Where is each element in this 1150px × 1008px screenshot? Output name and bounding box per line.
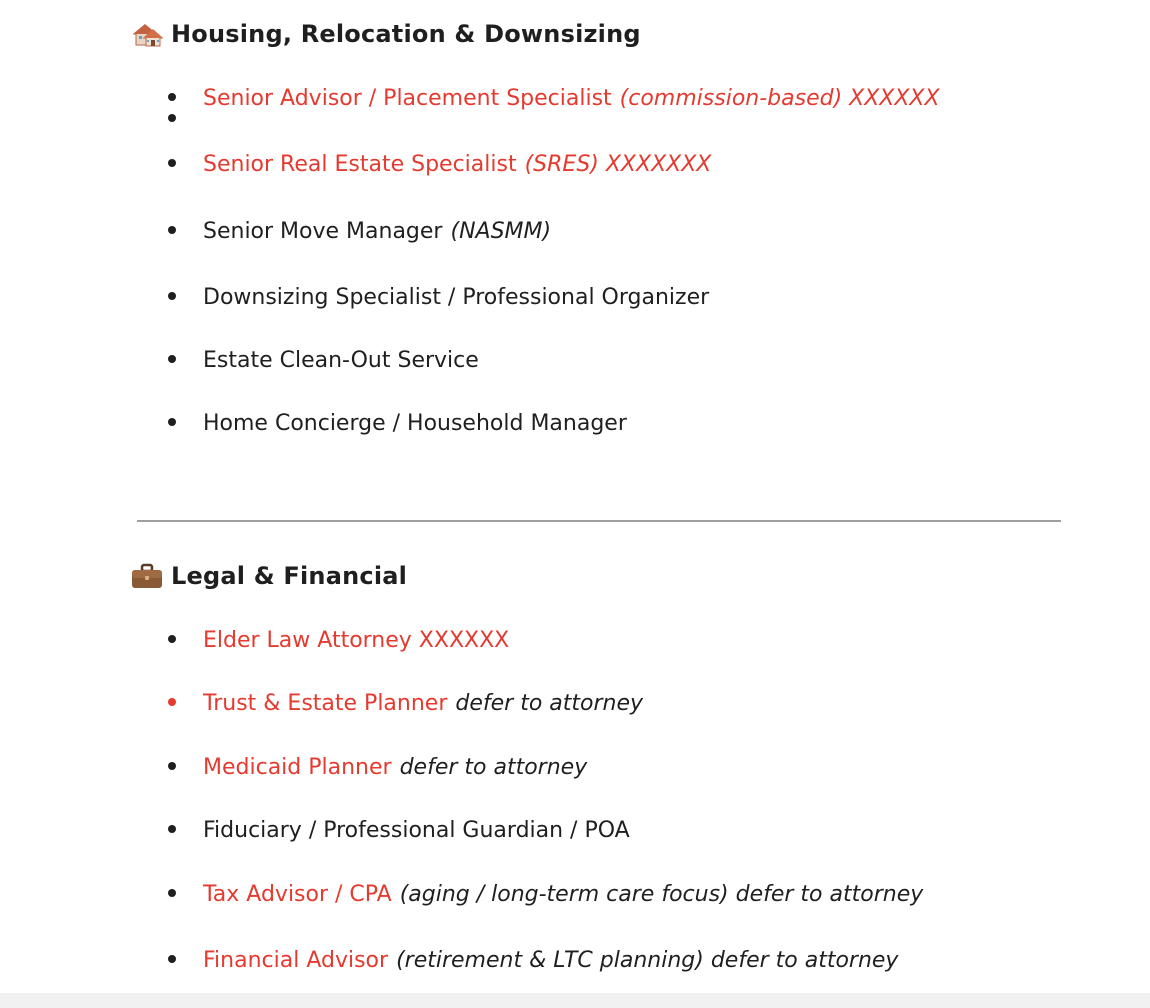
list-item — [168, 218, 551, 246]
list-item-empty — [168, 118, 203, 126]
item-label: Financial Advisor — [203, 948, 389, 973]
bullet — [168, 825, 176, 833]
list-item — [168, 85, 940, 113]
item-label: Tax Advisor / CPA — [203, 882, 392, 907]
section-heading-housing — [131, 20, 641, 48]
item-note: defer to attorney — [399, 755, 588, 780]
item-label: Estate Clean-Out Service — [203, 348, 479, 373]
houses-icon — [131, 20, 163, 48]
section-title: Legal & Financial — [171, 562, 408, 590]
bullet — [168, 114, 176, 122]
item-label: Elder Law Attorney XXXXXX — [203, 628, 510, 653]
bullet — [168, 292, 176, 300]
list-item — [168, 284, 709, 312]
section-heading-legal — [131, 562, 407, 590]
horizontal-divider — [137, 520, 1061, 522]
item-label: Medicaid Planner — [203, 755, 392, 780]
bullet — [168, 226, 176, 234]
list-item — [168, 817, 630, 845]
page-bottom-edge — [0, 993, 1150, 1008]
item-note: defer to attorney — [455, 691, 644, 716]
bullet — [168, 159, 176, 167]
bullet — [168, 635, 176, 643]
item-label: Trust & Estate Planner — [203, 691, 448, 716]
bullet — [168, 762, 176, 770]
list-item — [168, 410, 627, 438]
item-label: Fiduciary / Professional Guardian / POA — [203, 818, 630, 843]
item-note: (NASMM) — [450, 219, 552, 244]
item-label: Home Concierge / Household Manager — [203, 411, 627, 436]
bullet — [168, 418, 176, 426]
section-title: Housing, Relocation & Downsizing — [171, 20, 641, 48]
briefcase-icon — [131, 562, 163, 590]
bullet — [168, 889, 176, 897]
bullet — [168, 93, 176, 101]
bullet — [168, 355, 176, 363]
list-item — [168, 627, 509, 655]
item-label: Senior Advisor / Placement Specialist — [203, 86, 612, 111]
item-label: Senior Real Estate Specialist — [203, 152, 517, 177]
list-item — [168, 690, 643, 718]
item-note: (aging / long-term care focus) defer to attorney — [399, 882, 924, 907]
item-note: (retirement & LTC planning) defer to attorney — [396, 948, 899, 973]
item-note: (SRES) XXXXXXX — [524, 152, 712, 177]
item-note: (commission-based) XXXXXX — [619, 86, 940, 111]
bullet — [168, 698, 176, 706]
list-item — [168, 347, 479, 375]
list-item — [168, 947, 898, 975]
item-label: Senior Move Manager — [203, 219, 443, 244]
item-label: Downsizing Specialist / Professional Organizer — [203, 285, 710, 310]
list-item — [168, 881, 923, 909]
list-item — [168, 754, 587, 782]
list-item — [168, 151, 711, 179]
bullet — [168, 955, 176, 963]
